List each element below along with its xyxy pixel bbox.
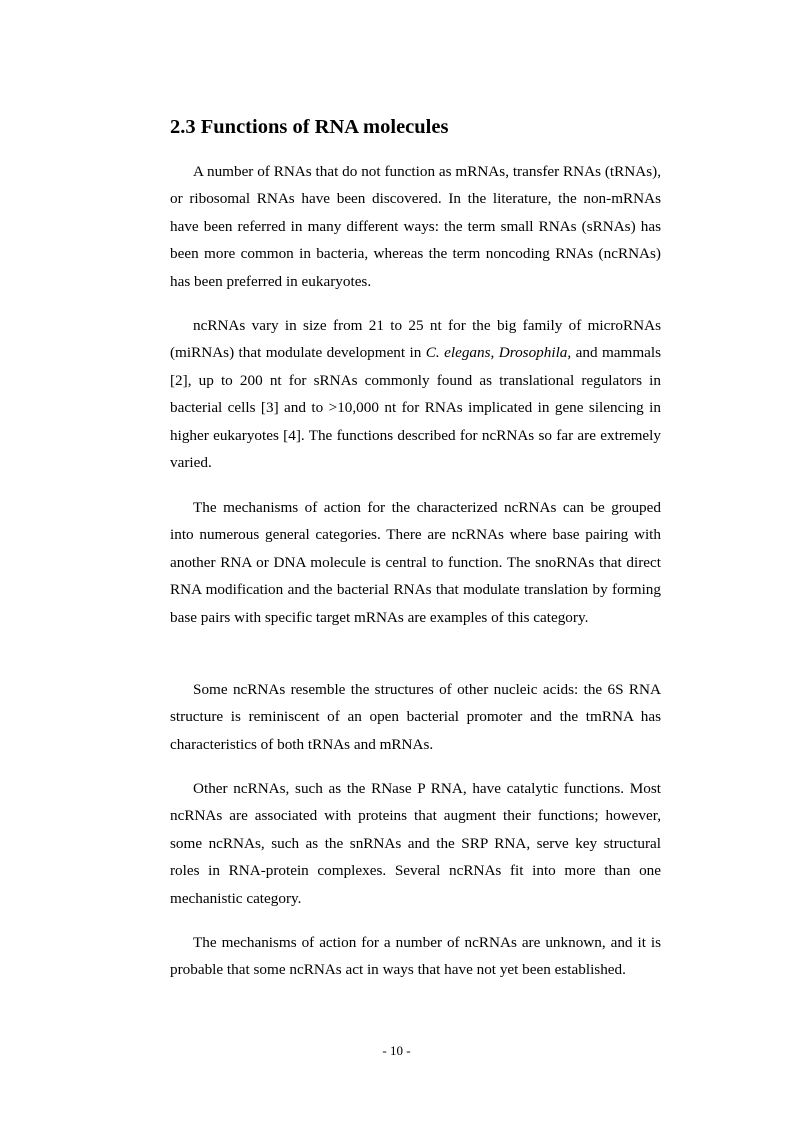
- paragraph-ncrna-sizes-part2: , and mammals [2], up to 200 nt for sRNAs commonly found as translational regulators in bacterial cells [3] and to >10,000 nt for RNAs implicated in gene silencing in higher eukaryotes [4]. The functions described for ncRNAs so far are extremely varied.: [170, 344, 662, 472]
- species-c-elegans: C. elegans: [425, 344, 491, 362]
- paragraph-mechanisms-categories: The mechanisms of action for the characterized ncRNAs can be grouped into numerous general categories. There are ncRNAs where base pairing with another RNA or DNA molecule is central to function. The snoRNAs that direct RNA modification and the bacterial RNAs that modulate translation by forming base pairs with specific target mRNAs are examples of this category.: [170, 499, 661, 626]
- paragraph-ncrna-sizes-part1: ncRNAs vary in size from 21 to 25 nt for the big family of microRNAs (miRNAs) that modulate development in: [170, 317, 661, 362]
- paragraph-ncrna-definition: A number of RNAs that do not function as mRNAs, transfer RNAs (tRNAs), or ribosomal RNAs have been discovered. In the literature, the non-mRNAs have been referred in many different ways: the term small RNAs (sRNAs) has been more common in bacteria, whereas the term noncoding RNAs (ncRNAs) has been preferred in eukaryotes.: [170, 163, 661, 290]
- species-drosophila: Drosophila: [498, 344, 568, 362]
- page-number: - 10 -: [382, 1043, 411, 1058]
- paragraph-catalytic-functions: Other ncRNAs, such as the RNase P RNA, have catalytic functions. Most ncRNAs are associated with proteins that augment their functions; however, some ncRNAs, such as the snRNAs and the SRP RNA, serve key structural roles in RNA-protein complexes. Several ncRNAs fit into more than one mechanistic category.: [170, 780, 661, 907]
- paragraph-unknown-mechanisms: The mechanisms of action for a number of ncRNAs are unknown, and it is probable that some ncRNAs act in ways that have not yet been established.: [170, 934, 661, 979]
- paragraph-structural-resemblance: Some ncRNAs resemble the structures of other nucleic acids: the 6S RNA structure is reminiscent of an open bacterial promoter and the tmRNA has characteristics of both tRNAs and mRNAs.: [170, 681, 661, 753]
- paragraph-ncrna-sizes: [170, 312, 661, 476]
- section-heading: 2.3 Functions of RNA molecules: [170, 116, 449, 138]
- species-separator: ,: [490, 344, 499, 362]
